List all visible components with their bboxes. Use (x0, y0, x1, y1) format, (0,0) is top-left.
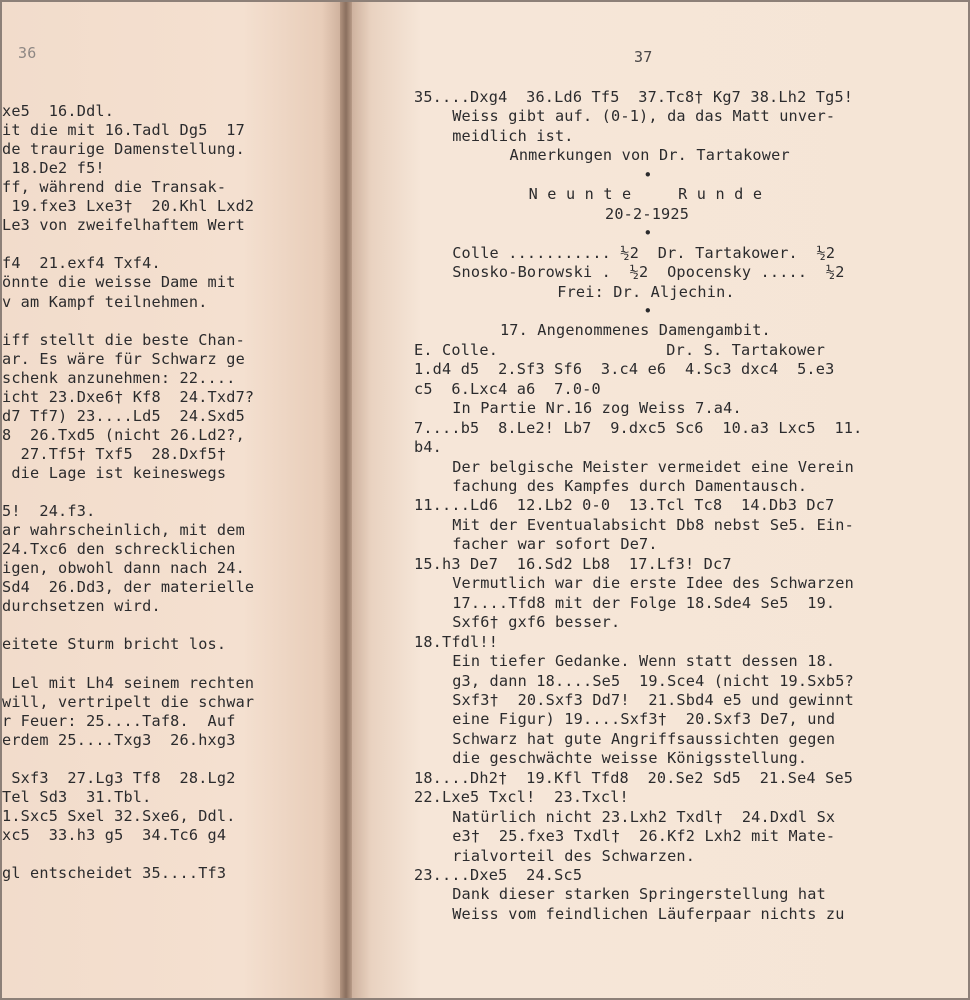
text-line: f4 21.exf4 Txf4. (2, 254, 161, 273)
text-line: icht 23.Dxe6† Kf8 24.Txd7? (2, 387, 255, 406)
text-line: xc5 33.h3 g5 34.Tc6 g4 (2, 825, 227, 844)
text-line: 24.Txc6 den schrecklichen (2, 540, 236, 559)
text-line: 17. Angenommenes Damengambit. (499, 321, 771, 340)
text-line: Lel mit Lh4 seinem rechten (2, 673, 255, 692)
text-line: 19.fxe3 Lxe3† 20.Khl Lxd2 (2, 197, 255, 216)
text-line: 17....Tfd8 mit der Folge 18.Sde4 Se5 19. (452, 593, 836, 612)
page-number: 37 (634, 48, 653, 66)
text-line: Le3 von zweifelhaftem Wert (2, 216, 245, 235)
text-line: Natürlich nicht 23.Lxh2 Txdl† 24.Dxdl Sx (452, 807, 836, 826)
text-line: meidlich ist. (452, 126, 574, 145)
text-line: fachung des Kampfes durch Damentausch. (452, 477, 808, 495)
text-line: eine Figur) 19....Sxf3† 20.Sxf3 De7, und (452, 710, 836, 729)
text-line: 5! 24.f3. (2, 502, 96, 521)
text-line: Sxf6† gxf6 besser. (452, 613, 621, 632)
text-line: Anmerkungen von Dr. Tartakower (509, 146, 790, 165)
text-line: eitete Sturm bricht los. (2, 635, 227, 654)
text-line: r Feuer: 25....Taf8. Auf (2, 711, 236, 730)
text-line: önnte die weisse Dame mit (2, 273, 236, 292)
text-line: iff stellt die beste Chan- (2, 330, 245, 349)
text-line: Sd4 26.Dd3, der materielle (2, 578, 255, 597)
text-line: 18.De2 f5! (2, 159, 105, 178)
text-line: Weiss gibt auf. (0-1), da das Matt unver- (452, 107, 836, 126)
separator-dot: • (643, 301, 653, 320)
text-line: die Lage ist keineswegs (2, 463, 227, 482)
text-line: Tel Sd3 31.Tbl. (2, 787, 152, 806)
text-line: Snosko-Borowski . ½2 Opocensky ..... ½2 (452, 263, 845, 282)
text-line: Sxf3 27.Lg3 Tf8 28.Lg2 (2, 768, 236, 787)
text-line: it die mit 16.Tadl Dg5 17 (2, 121, 245, 140)
text-line: d7 Tf7) 23....Ld5 24.Sxd5 (2, 406, 245, 425)
text-line: 11....Ld6 12.Lb2 0-0 13.Tcl Tc8 14.Db3 Dc7 (414, 496, 835, 515)
text-line: ff, während die Transak- (2, 178, 227, 197)
text-line: Der belgische Meister vermeidet eine Verein (452, 457, 854, 476)
text-line: b4. (414, 438, 443, 457)
text-line: 1.d4 d5 2.Sf3 Sf6 3.c4 e6 4.Sc3 dxc4 5.e3 (414, 360, 835, 379)
text-line: N e u n t e R u n d e (528, 185, 763, 204)
text-line: v am Kampf teilnehmen. (2, 292, 208, 311)
text-line: 18....Dh2† 19.Kfl Tfd8 20.Se2 Sd5 21.Se4 Se5 (414, 768, 854, 787)
text-line: xe5 16.Ddl. (2, 102, 115, 120)
text-line: Sxf3† 20.Sxf3 Dd7! 21.Sbd4 e5 und gewinnt (452, 690, 854, 709)
text-line: ar wahrscheinlich, mit dem (2, 521, 245, 540)
text-line: c5 6.Lxc4 a6 7.0-0 (414, 379, 601, 398)
text-line: erdem 25....Txg3 26.hxg3 (2, 730, 236, 749)
text-line: 1.Sxc5 Sxel 32.Sxe6, Ddl. (2, 806, 236, 825)
text-line: Vermutlich war die erste Idee des Schwarzen (452, 574, 854, 593)
text-line: Frei: Dr. Aljechin. (557, 282, 735, 301)
text-line: Schwarz hat gute Angriffsaussichten gegen (452, 729, 836, 748)
text-line: durchsetzen wird. (2, 597, 161, 616)
text-line: 8 26.Txd5 (nicht 26.Ld2?, (2, 425, 245, 444)
text-line: igen, obwohl dann nach 24. (2, 559, 245, 578)
text-line: g3, dann 18....Se5 19.Sce4 (nicht 19.Sxb5? (452, 671, 854, 690)
text-line: Weiss vom feindlichen Läuferpaar nichts zu (452, 904, 845, 923)
text-line: 20-2-1925 (605, 204, 690, 223)
text-line: E. Colle. Dr. S. Tartakower (414, 340, 826, 359)
text-line: 27.Tf5† Txf5 28.Dxf5† (2, 444, 227, 463)
text-line: rialvorteil des Schwarzen. (452, 846, 696, 865)
text-line: die geschwächte weisse Königsstellung. (452, 749, 808, 768)
text-line: 35....Dxg4 36.Ld6 Tf5 37.Tc8† Kg7 38.Lh2 Tg5! (414, 88, 854, 106)
separator-dot: • (643, 165, 653, 184)
text-line: de traurige Damenstellung. (2, 140, 245, 159)
text-line: will, vertripelt die schwar (2, 692, 255, 711)
text-line: Dank dieser starken Springerstellung hat (452, 885, 826, 904)
text-line: In Partie Nr.16 zog Weiss 7.a4. (452, 399, 742, 418)
text-line: Colle ........... ½2 Dr. Tartakower. ½2 (452, 243, 836, 262)
text-line: Ein tiefer Gedanke. Wenn statt dessen 18. (452, 652, 836, 671)
text-line: facher war sofort De7. (452, 535, 658, 554)
text-line: 23....Dxe5 24.Sc5 (414, 866, 583, 884)
text-line: 18.Tfdl!! (414, 632, 499, 651)
text-line: Mit der Eventualabsicht Db8 nebst Se5. Ein- (452, 515, 854, 534)
text-line: gl entscheidet 35....Tf3 (2, 864, 227, 882)
separator-dot: • (643, 224, 653, 243)
text-line: ar. Es wäre für Schwarz ge (2, 349, 245, 368)
text-line: 22.Lxe5 Txcl! 23.Txcl! (414, 788, 629, 807)
text-line: 7....b5 8.Le2! Lb7 9.dxc5 Sc6 10.a3 Lxc5 11. (414, 418, 863, 437)
page-number: 36 (18, 44, 37, 62)
text-line: e3† 25.fxe3 Txdl† 26.Kf2 Lxh2 mit Mate- (452, 827, 836, 846)
text-line: schenk anzunehmen: 22.... (2, 368, 236, 387)
text-line: 15.h3 De7 16.Sd2 Lb8 17.Lf3! Dc7 (414, 554, 732, 573)
